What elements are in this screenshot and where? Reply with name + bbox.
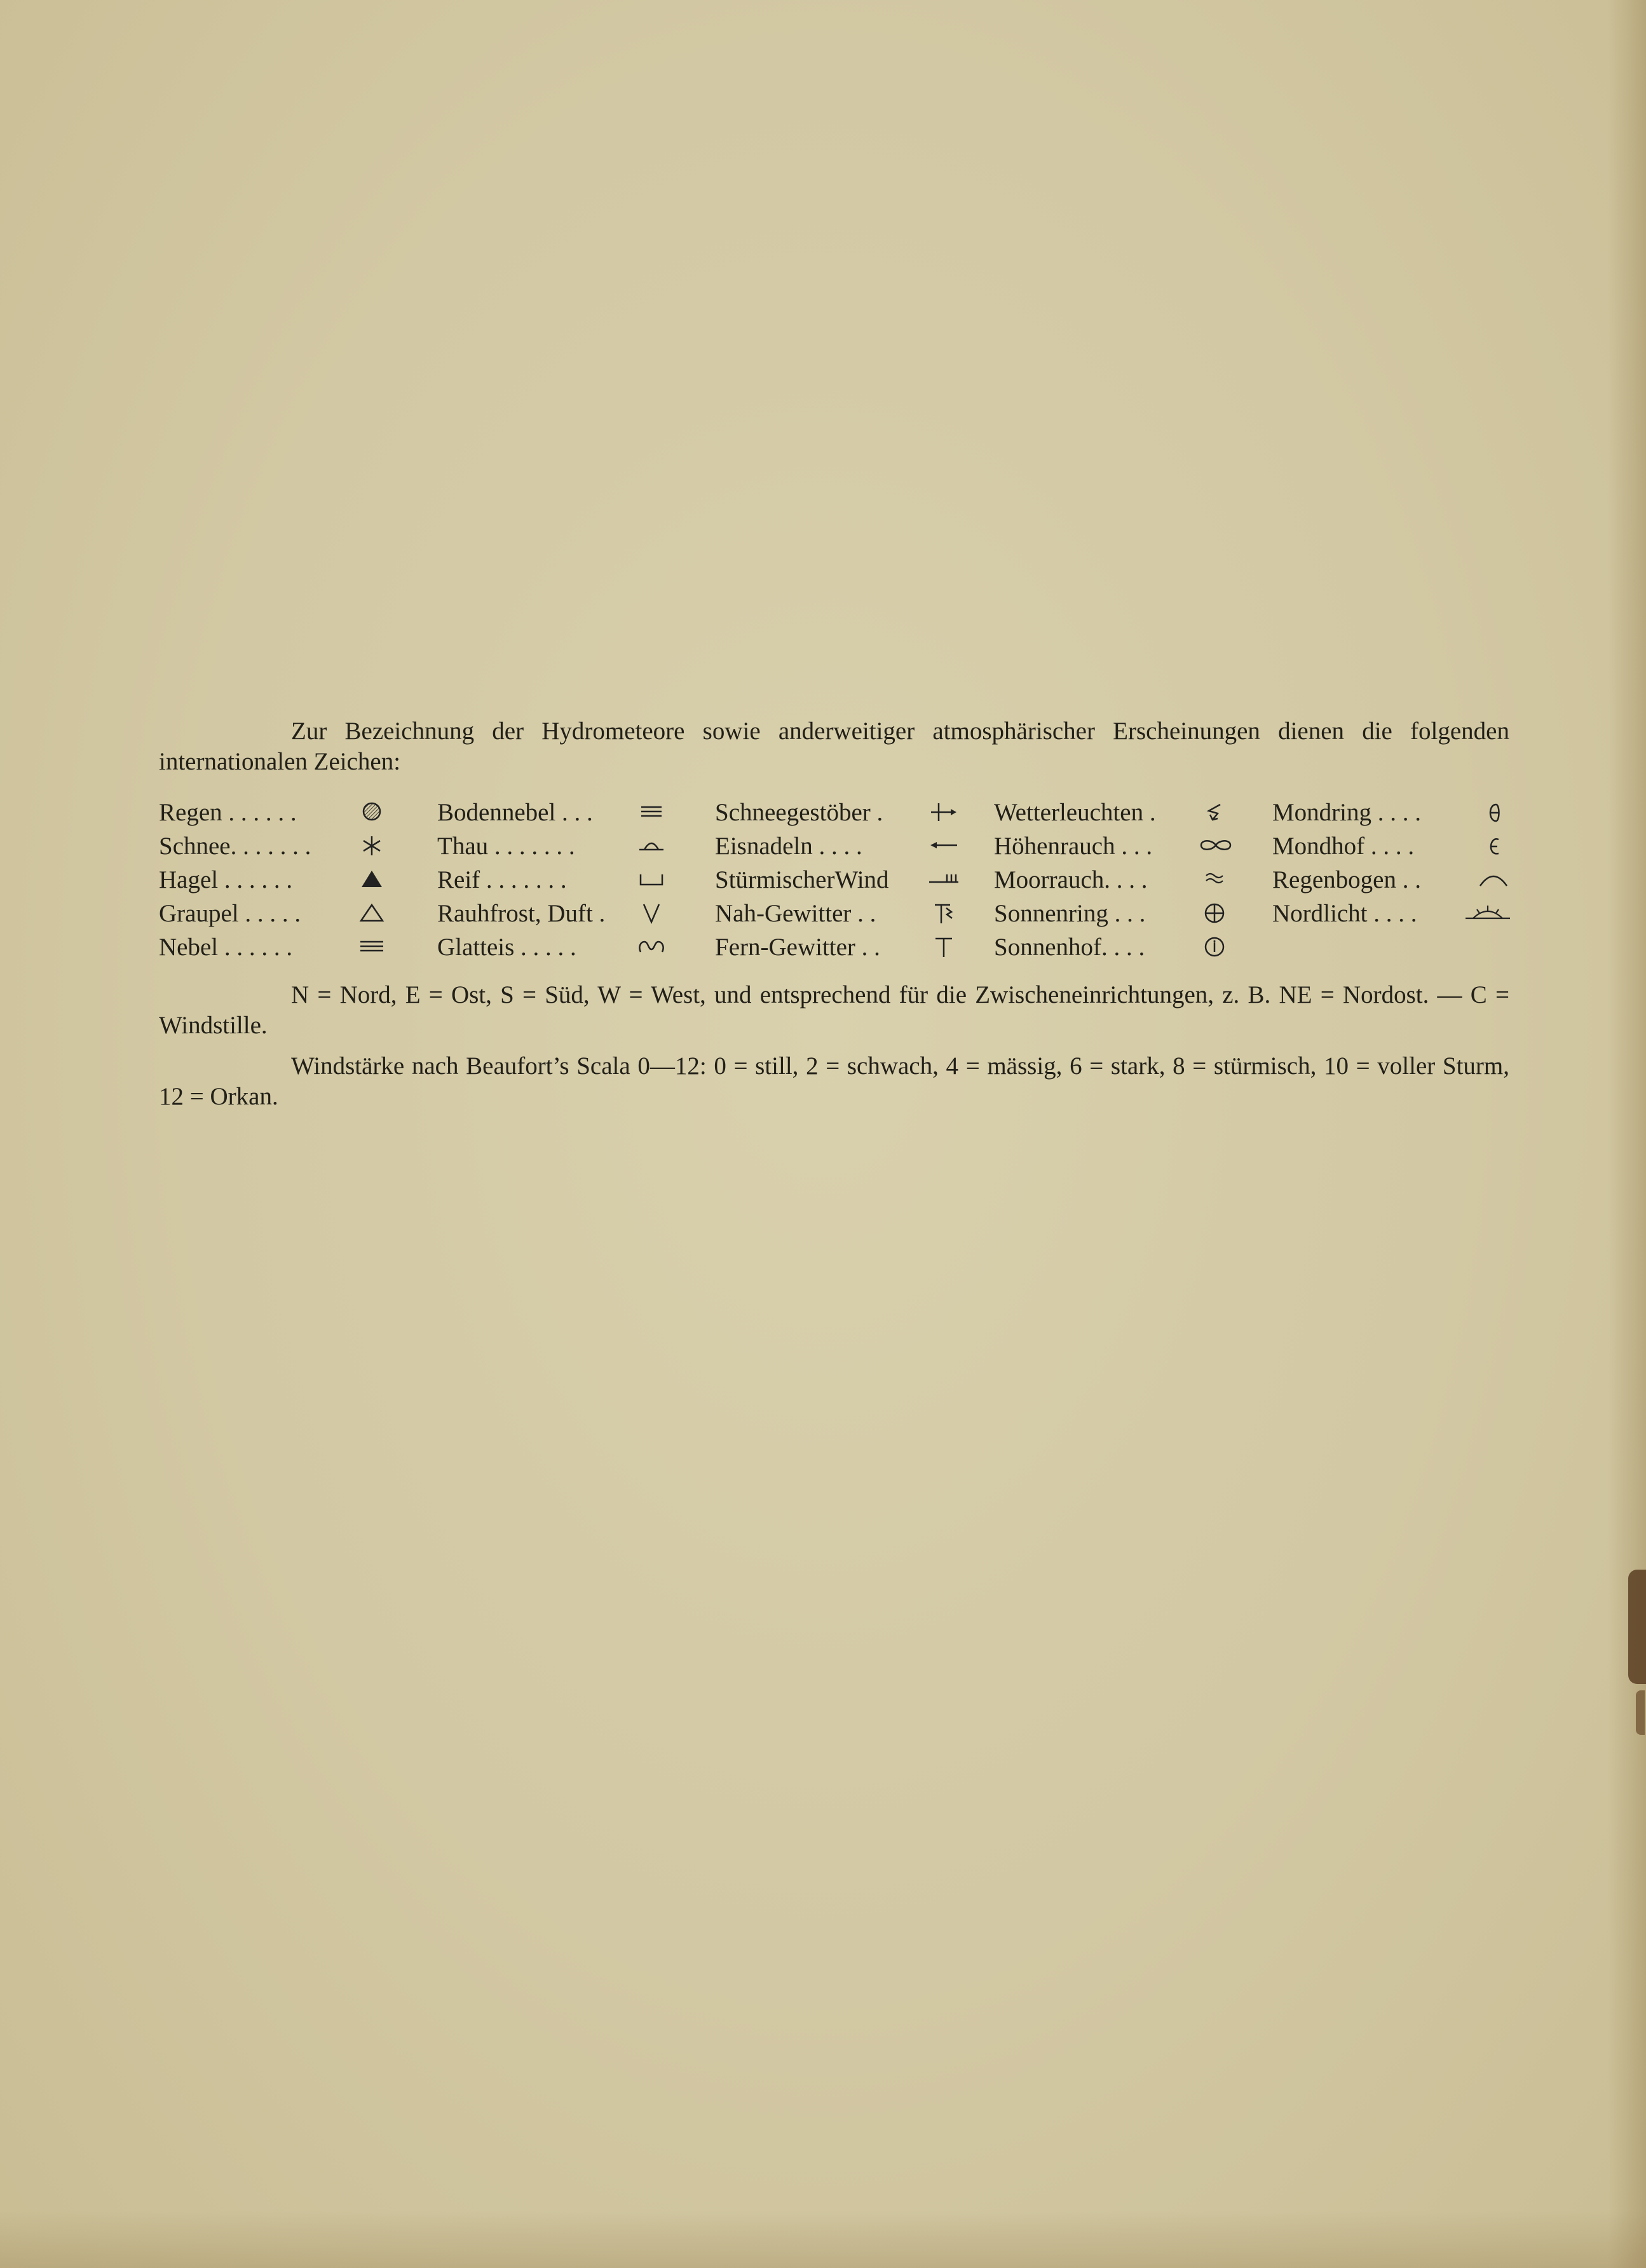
legend-item-stuermischer-wind bbox=[715, 863, 960, 897]
legend-item-bodennebel bbox=[437, 796, 667, 829]
legend-item-glatteis bbox=[437, 930, 667, 964]
legend-item-reif bbox=[437, 863, 667, 897]
legend-label: Höhenrauch . . . bbox=[994, 832, 1153, 860]
legend-item-nordlicht bbox=[1272, 897, 1509, 930]
legend-label: Hagel . . . . . . bbox=[159, 866, 293, 893]
legend-label: Moorrauch. . . . bbox=[994, 866, 1148, 893]
legend-item-graupel bbox=[159, 897, 388, 930]
direction-abbreviations: N = Nord, E = Ost, S = Süd, W = West, und entsprechend für die Zwischeneinrichtungen, z. B. NE = Nordost. — C = Windstille. bbox=[159, 981, 1509, 1039]
aurora-icon bbox=[1464, 897, 1512, 930]
legend-item-moorrauch bbox=[994, 863, 1230, 897]
legend-label: Glatteis . . . . . bbox=[437, 934, 576, 961]
rainbow-icon bbox=[1478, 863, 1509, 897]
snow-icon bbox=[356, 829, 388, 863]
legend-column-3 bbox=[715, 796, 960, 964]
legend-column-5 bbox=[1272, 796, 1509, 930]
graupel-icon bbox=[356, 897, 388, 930]
legend-item-nah-gewitter bbox=[715, 897, 960, 930]
moon-halo-icon bbox=[1478, 829, 1509, 863]
legend-label: Regen . . . . . . bbox=[159, 799, 297, 826]
legend-label: Thau . . . . . . . bbox=[437, 832, 575, 860]
legend-item-mondhof bbox=[1272, 829, 1509, 863]
legend-label: Nebel . . . . . . bbox=[159, 934, 293, 961]
legend-label: Mondhof . . . . bbox=[1272, 832, 1415, 860]
legend-item-mondring bbox=[1272, 796, 1509, 829]
dew-icon bbox=[636, 829, 667, 863]
intro-paragraph: Zur Bezeichnung der Hydrometeore sowie anderweitiger atmosphärischer Erscheinungen dienen die folgenden internationalen Zeichen: bbox=[159, 717, 1509, 775]
hail-icon bbox=[356, 863, 388, 897]
paper-stain bbox=[1628, 1570, 1646, 1684]
sheet-lightning-icon bbox=[1199, 796, 1230, 829]
legend-label: Bodennebel . . . bbox=[437, 799, 593, 826]
symbol-legend bbox=[159, 796, 1509, 967]
storm-wind-icon bbox=[928, 863, 960, 897]
legend-label: Regenbogen . . bbox=[1272, 866, 1421, 893]
haze-icon bbox=[1199, 829, 1230, 863]
frost-icon bbox=[636, 863, 667, 897]
legend-item-regenbogen bbox=[1272, 863, 1509, 897]
legend-label: Wetterleuchten . bbox=[994, 799, 1156, 826]
rime-icon bbox=[636, 897, 667, 930]
legend-column-1 bbox=[159, 796, 388, 964]
legend-column-2 bbox=[437, 796, 667, 964]
legend-label: Sonnenring . . . bbox=[994, 900, 1146, 927]
glaze-icon bbox=[636, 930, 667, 964]
sun-halo-icon bbox=[1199, 930, 1230, 964]
legend-label: Mondring . . . . bbox=[1272, 799, 1421, 826]
legend-item-eisnadeln bbox=[715, 829, 960, 863]
fog-icon bbox=[356, 930, 388, 964]
legend-item-hoehenrauch bbox=[994, 829, 1230, 863]
legend-label: Eisnadeln . . . . bbox=[715, 832, 862, 860]
moon-ring-icon bbox=[1478, 796, 1509, 829]
legend-item-thau bbox=[437, 829, 667, 863]
legend-item-sonnenring bbox=[994, 897, 1230, 930]
notes-block bbox=[159, 980, 1509, 1112]
legend-label: Schneegestöber . bbox=[715, 799, 883, 826]
ground-fog-icon bbox=[636, 796, 667, 829]
legend-item-wetterleuchten bbox=[994, 796, 1230, 829]
legend-label: Rauhfrost, Duft . bbox=[437, 900, 606, 927]
legend-label: Nah-Gewitter . . bbox=[715, 900, 876, 927]
legend-label: Graupel . . . . . bbox=[159, 900, 301, 927]
ice-needles-icon bbox=[928, 829, 960, 863]
page-edge-shadow bbox=[1608, 0, 1646, 2268]
legend-label: StürmischerWind bbox=[715, 866, 889, 893]
rain-icon bbox=[356, 796, 388, 829]
legend-label: Fern-Gewitter . . bbox=[715, 934, 880, 961]
paper-stain-small bbox=[1636, 1690, 1645, 1735]
legend-label: Schnee. . . . . . . bbox=[159, 832, 311, 860]
distant-thunderstorm-icon bbox=[928, 930, 960, 964]
legend-label: Sonnenhof. . . . bbox=[994, 934, 1145, 961]
legend-item-regen bbox=[159, 796, 388, 829]
legend-item-rauhfrost bbox=[437, 897, 667, 930]
snowstorm-icon bbox=[928, 796, 960, 829]
page-bottom-shadow bbox=[0, 2211, 1646, 2268]
sun-ring-icon bbox=[1199, 897, 1230, 930]
legend-column-4 bbox=[994, 796, 1230, 964]
beaufort-scale-note: Windstärke nach Beaufort’s Scala 0—12: 0 = still, 2 = schwach, 4 = mässig, 6 = stark, 8 = stürmisch, 10 = voller Sturm, 12 = Orkan. bbox=[159, 1052, 1509, 1110]
legend-item-nebel bbox=[159, 930, 388, 964]
legend-item-schneegestoeber bbox=[715, 796, 960, 829]
legend-label: Reif . . . . . . . bbox=[437, 866, 567, 893]
legend-label: Nordlicht . . . . bbox=[1272, 900, 1417, 927]
legend-item-schnee bbox=[159, 829, 388, 863]
legend-item-fern-gewitter bbox=[715, 930, 960, 964]
moor-smoke-icon bbox=[1199, 863, 1230, 897]
near-thunderstorm-icon bbox=[928, 897, 960, 930]
legend-item-hagel bbox=[159, 863, 388, 897]
legend-item-sonnenhof bbox=[994, 930, 1230, 964]
